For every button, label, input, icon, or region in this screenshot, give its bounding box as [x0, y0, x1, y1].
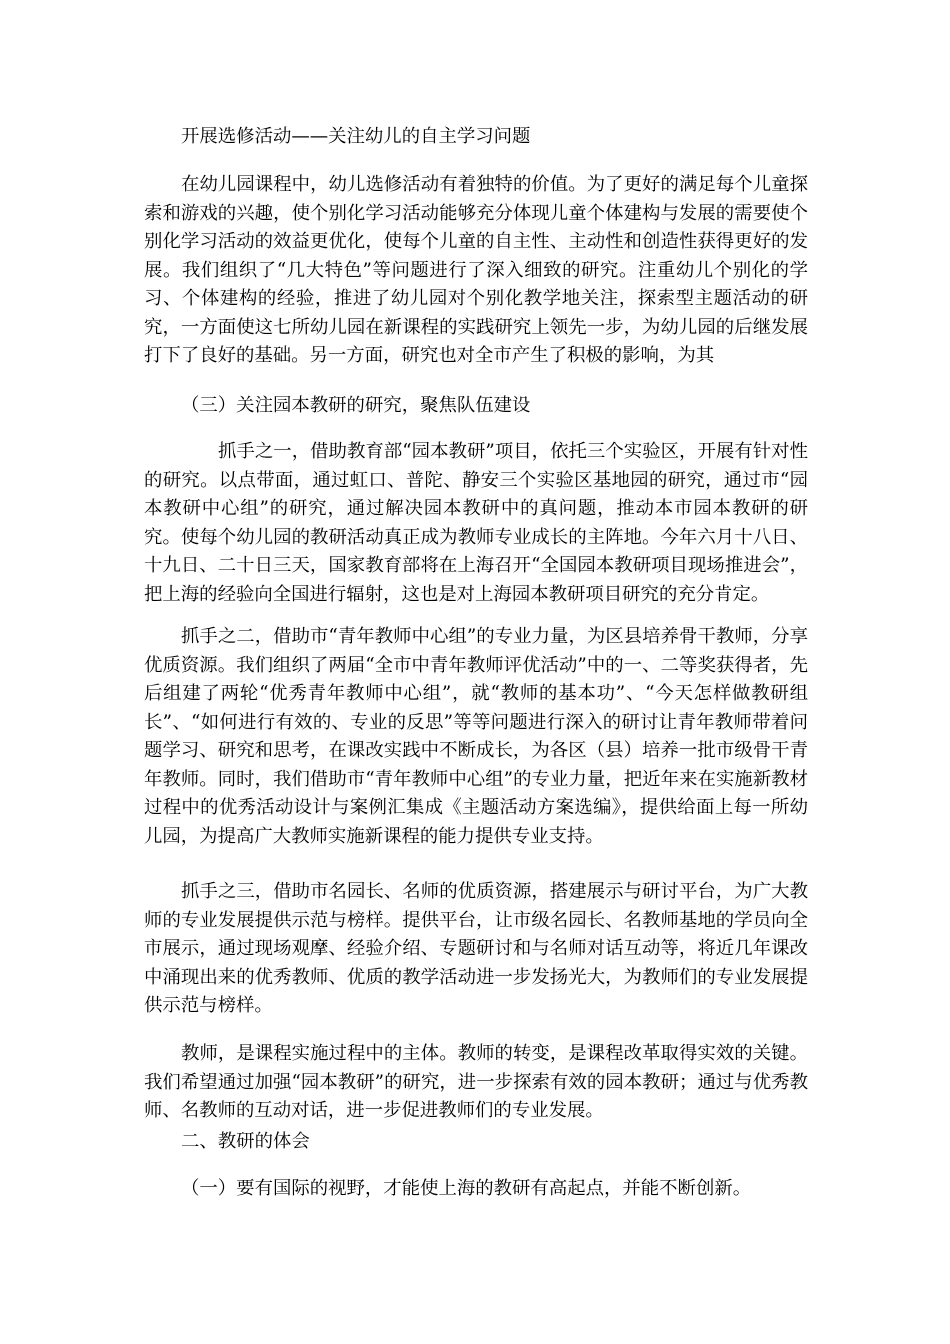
paragraph-lever-two: 抓手之二，借助市“青年教师中心组”的专业力量，为区县培养骨干教师，分享优质资源。我们组织了两届“全市中青年教师评优活动”中的一、二等奖获得者，先后组建了两轮“优秀青年教师中心组”，就“教师的基本功”、“今天怎样做教研组长”、“如何进行有效的、专业的反思”等等问题进行深入的研讨让青年教师带着问题学习、研究和思考，在课改实践中不断成长，为各区（县）培养一批市级骨干青年教师。同时，我们借助市“青年教师中心组”的专业力量，把近年来在实施新教材过程中的优秀活动设计与案例汇集成《主题活动方案选编》，提供给面上每一所幼儿园，为提高广大教师实施新课程的能力提供专业支持。	[144, 626, 808, 847]
document-title: 开展选修活动——关注幼儿的自主学习问题	[181, 126, 531, 147]
section-3-heading: （三）关注园本教研的研究，聚焦队伍建设	[181, 395, 531, 416]
paragraph-selective-activities: 在幼儿园课程中，幼儿选修活动有着独特的价值。为了更好的满足每个儿童探索和游戏的兴趣，使个别化学习活动能够充分体现儿童个体建构与发展的需要使个别化学习活动的效益更优化，使每个儿童的自主性、主动性和创造性获得更好的发展。我们组织了“几大特色”等问题进行了深入细致的研究。注重幼儿个别化的学习、个体建构的经验，推进了幼儿园对个别化教学地关注，探索型主题活动的研究，一方面使这七所幼儿园在新课程的实践研究上领先一步，为幼儿园的后继发展打下了良好的基础。另一方面，研究也对全市产生了积极的影响，为其	[144, 174, 808, 366]
subsection-1-heading: （一）要有国际的视野，才能使上海的教研有高起点，并能不断创新。	[181, 1178, 752, 1199]
paragraph-lever-three: 抓手之三，借助市名园长、名师的优质资源，搭建展示与研讨平台，为广大教师的专业发展提供示范与榜样。提供平台，让市级名园长、名教师基地的学员向全市展示，通过现场观摩、经验介绍、专题研讨和与名师对话互动等，将近几年课改中涌现出来的优秀教师、优质的教学活动进一步发扬光大，为教师们的专业发展提供示范与榜样。	[144, 881, 808, 1016]
paragraph-lever-one: 抓手之一，借助教育部“园本教研”项目，依托三个实验区，开展有针对性的研究。以点带面，通过虹口、普陀、静安三个实验区基地园的研究，通过市“园本教研中心组”的研究，通过解决园本教研中的真问题，推动本市园本教研的研究。使每个幼儿园的教研活动真正成为教师专业成长的主阵地。今年六月十八日、十九日、二十日三天，国家教育部将在上海召开“全国园本教研项目现场推进会”，把上海的经验向全国进行辐射，这也是对上海园本教研项目研究的充分肯定。	[144, 441, 808, 605]
paragraph-teachers-role: 教师，是课程实施过程中的主体。教师的转变，是课程改革取得实效的关键。我们希望通过加强“园本教研”的研究，进一步探索有效的园本教研；通过与优秀教师、名教师的互动对话，进一步促进教师们的专业发展。	[144, 1043, 808, 1121]
section-2-heading: 二、教研的体会	[181, 1131, 310, 1152]
